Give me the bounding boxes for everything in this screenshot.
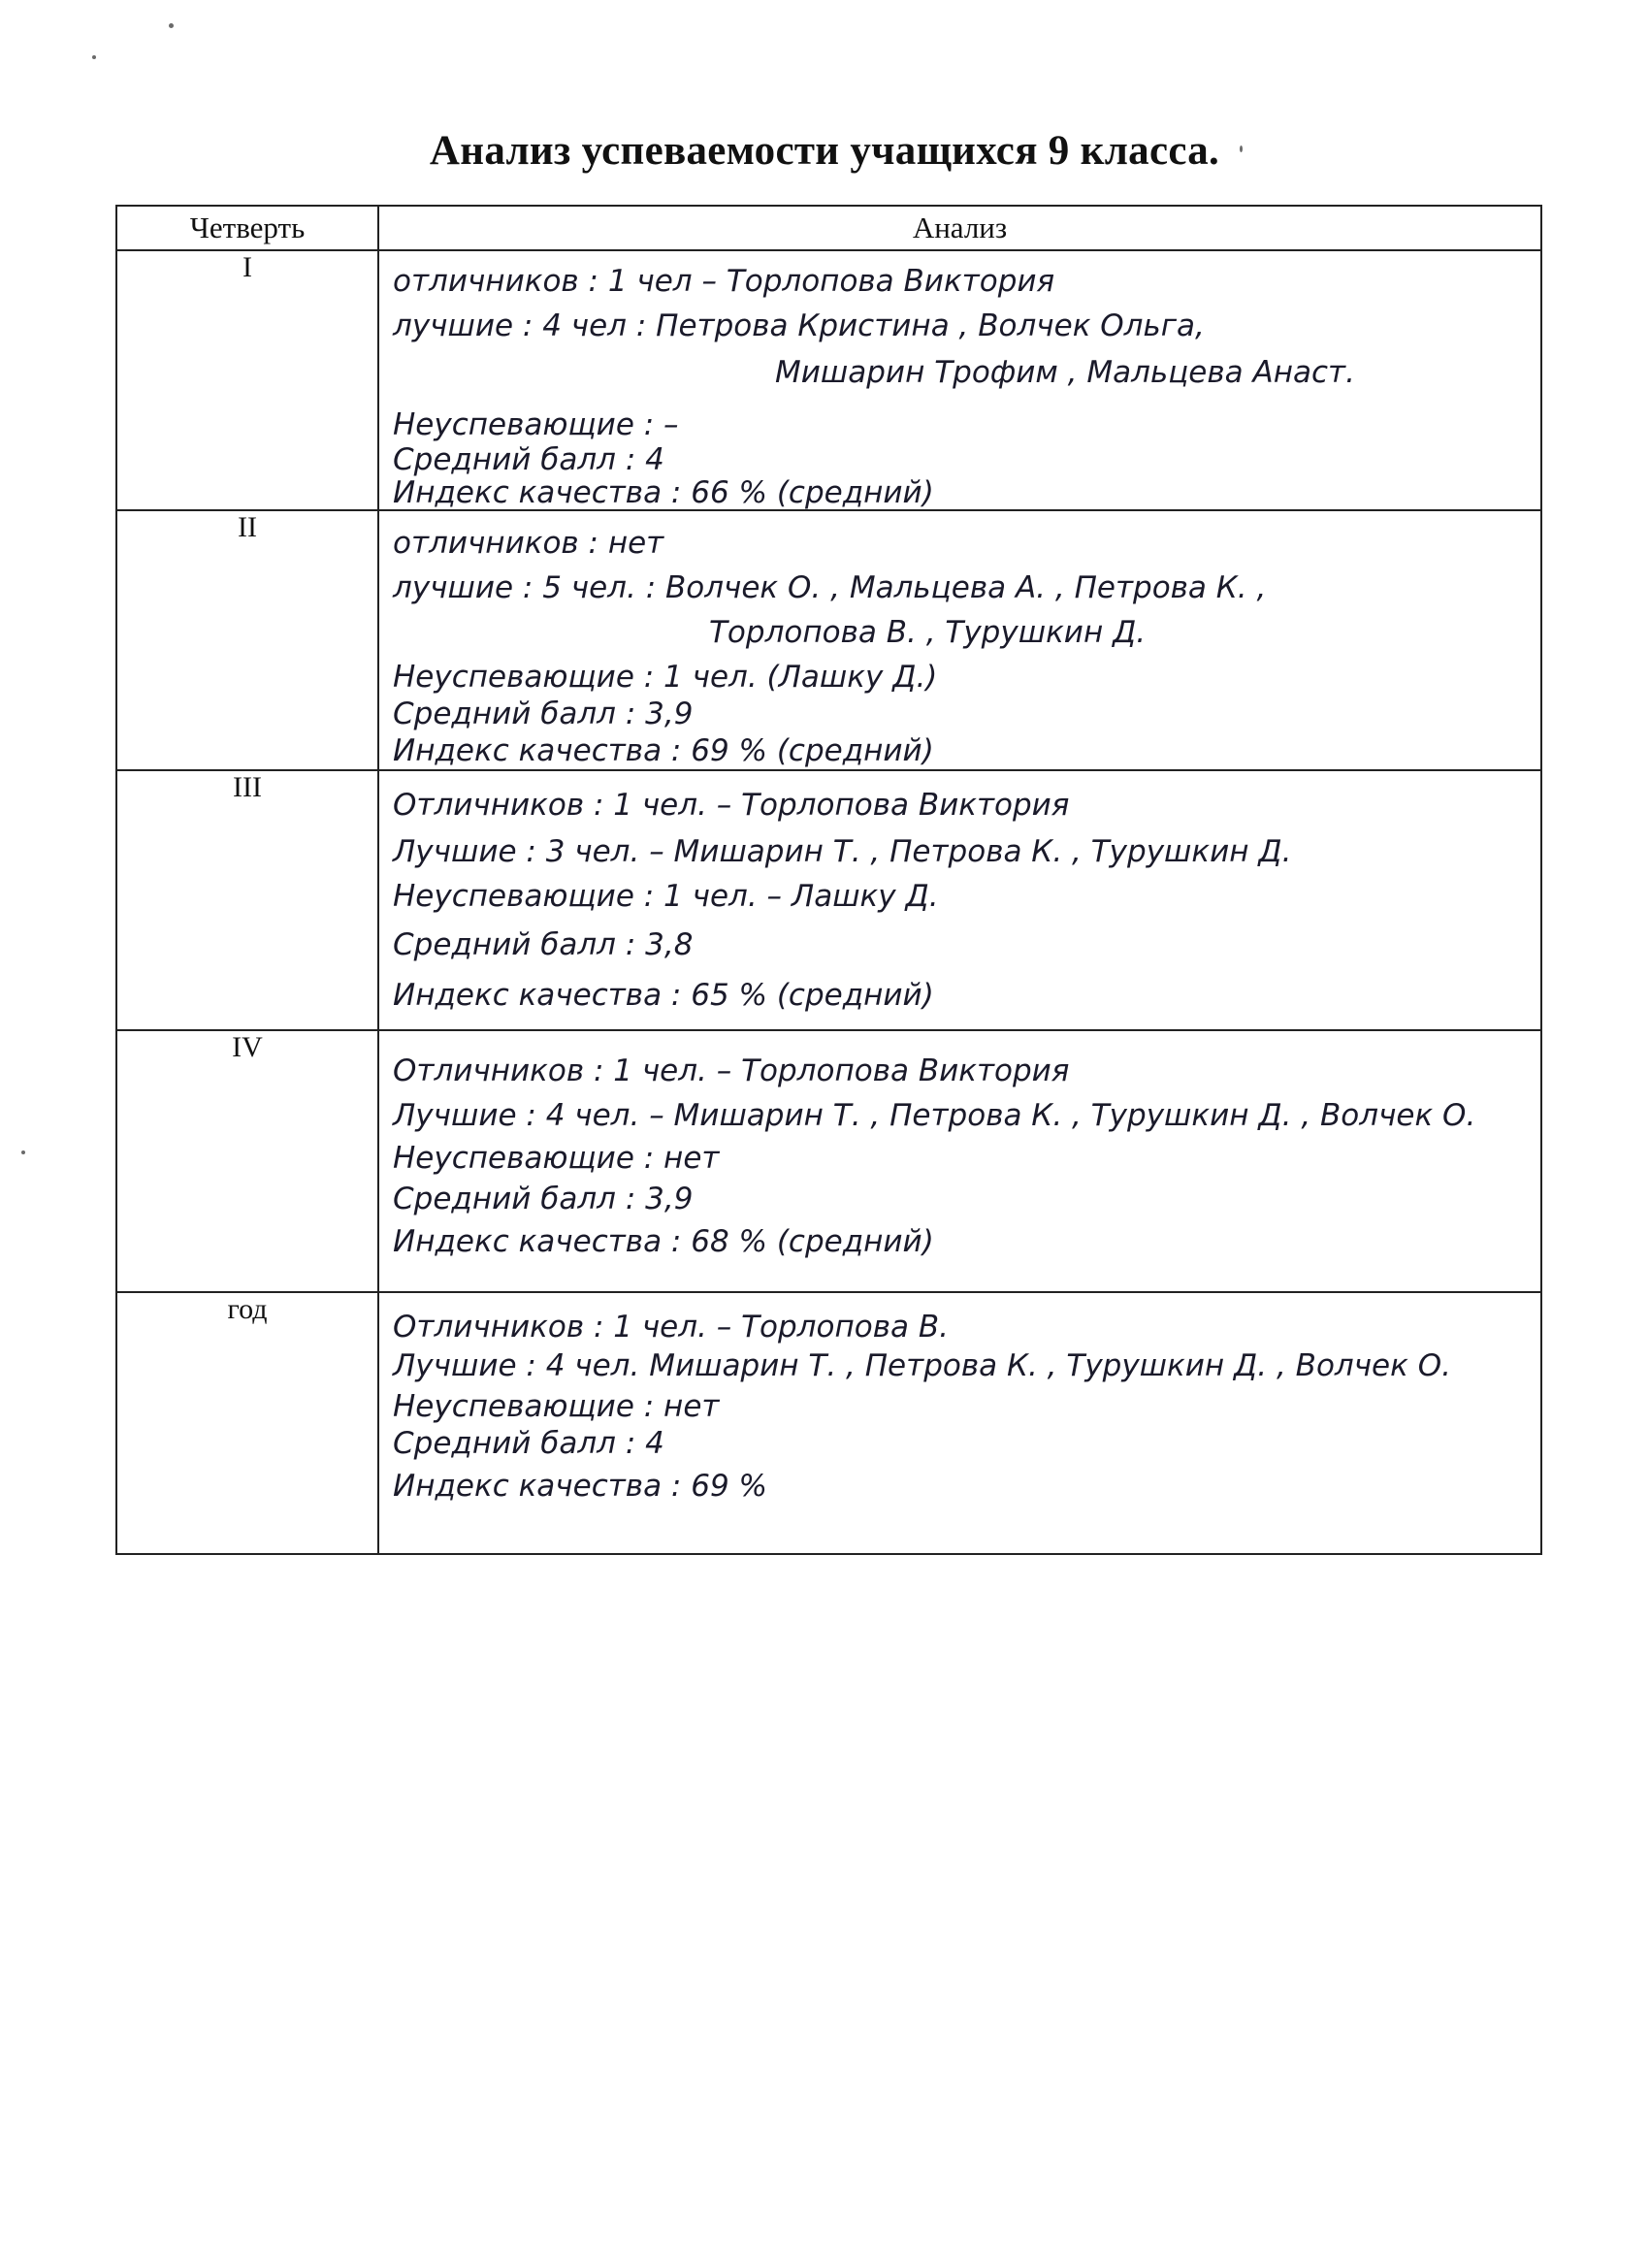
quarter-label: III bbox=[116, 770, 378, 1030]
analysis-cell bbox=[378, 250, 1541, 510]
analysis-line: Средний балл : 3,9 bbox=[393, 697, 694, 731]
analysis-line: Неуспевающие : нет bbox=[393, 1141, 720, 1176]
analysis-line: Индекс качества : 66 % (средний) bbox=[393, 475, 934, 510]
scan-speck bbox=[92, 55, 96, 59]
quarter-label: IV bbox=[116, 1030, 378, 1292]
header-quarter: Четверть bbox=[116, 206, 378, 250]
analysis-line: Средний балл : 4 bbox=[393, 1426, 664, 1461]
analysis-cell bbox=[378, 770, 1541, 1030]
analysis-line: Неуспевающие : 1 чел. (Лашку Д.) bbox=[393, 660, 938, 695]
table-row bbox=[116, 1030, 1541, 1292]
grades-analysis-table bbox=[115, 205, 1542, 1555]
analysis-cell bbox=[378, 510, 1541, 770]
analysis-cell bbox=[378, 1292, 1541, 1554]
table-row bbox=[116, 1292, 1541, 1554]
analysis-line: Отличников : 1 чел. – Торлопова В. bbox=[393, 1310, 949, 1345]
table-row bbox=[116, 510, 1541, 770]
analysis-line: лучшие : 5 чел. : Волчек О. , Мальцева А. , Петрова К. , bbox=[393, 570, 1267, 605]
analysis-line: Лучшие : 3 чел. – Мишарин Т. , Петрова К. , Турушкин Д. bbox=[393, 834, 1292, 869]
quarter-label: I bbox=[116, 250, 378, 510]
analysis-line: Неуспевающие : 1 чел. – Лашку Д. bbox=[393, 879, 939, 914]
analysis-line: отличников : 1 чел – Торлопова Виктория bbox=[393, 264, 1055, 299]
analysis-cell bbox=[378, 1030, 1541, 1292]
analysis-line: Индекс качества : 65 % (средний) bbox=[393, 978, 934, 1013]
analysis-line: Мишарин Трофим , Мальцева Анаст. bbox=[775, 355, 1355, 390]
table-row bbox=[116, 770, 1541, 1030]
analysis-line: Индекс качества : 68 % (средний) bbox=[393, 1224, 934, 1259]
page-title: Анализ успеваемости учащихся 9 класса. bbox=[429, 127, 1220, 174]
quarter-label: II bbox=[116, 510, 378, 770]
analysis-line: Средний балл : 4 bbox=[393, 442, 664, 477]
analysis-line: Лучшие : 4 чел. – Мишарин Т. , Петрова К. , Турушкин Д. , Волчек О. bbox=[393, 1098, 1476, 1133]
quarter-label: год bbox=[116, 1292, 378, 1554]
analysis-line: Неуспевающие : – bbox=[393, 407, 679, 442]
scan-speck bbox=[21, 1150, 25, 1154]
analysis-line: Средний балл : 3,9 bbox=[393, 1182, 694, 1216]
analysis-line: Отличников : 1 чел. – Торлопова Виктория bbox=[393, 788, 1070, 823]
analysis-line: лучшие : 4 чел : Петрова Кристина , Волчек Ольга, bbox=[393, 308, 1205, 343]
header-analysis: Анализ bbox=[378, 206, 1541, 250]
scan-speck bbox=[169, 23, 174, 28]
table-header-row bbox=[116, 206, 1541, 250]
analysis-line: Неуспевающие : нет bbox=[393, 1389, 720, 1424]
analysis-line: Отличников : 1 чел. – Торлопова Виктория bbox=[393, 1053, 1070, 1088]
analysis-line: Лучшие : 4 чел. Мишарин Т. , Петрова К. , Турушкин Д. , Волчек О. bbox=[393, 1348, 1451, 1383]
table-row bbox=[116, 250, 1541, 510]
analysis-line: Торлопова В. , Турушкин Д. bbox=[709, 615, 1147, 650]
analysis-line: Индекс качества : 69 % bbox=[393, 1469, 767, 1504]
analysis-line: отличников : нет bbox=[393, 526, 664, 561]
analysis-line: Индекс качества : 69 % (средний) bbox=[393, 733, 934, 768]
analysis-line: Средний балл : 3,8 bbox=[393, 927, 694, 962]
